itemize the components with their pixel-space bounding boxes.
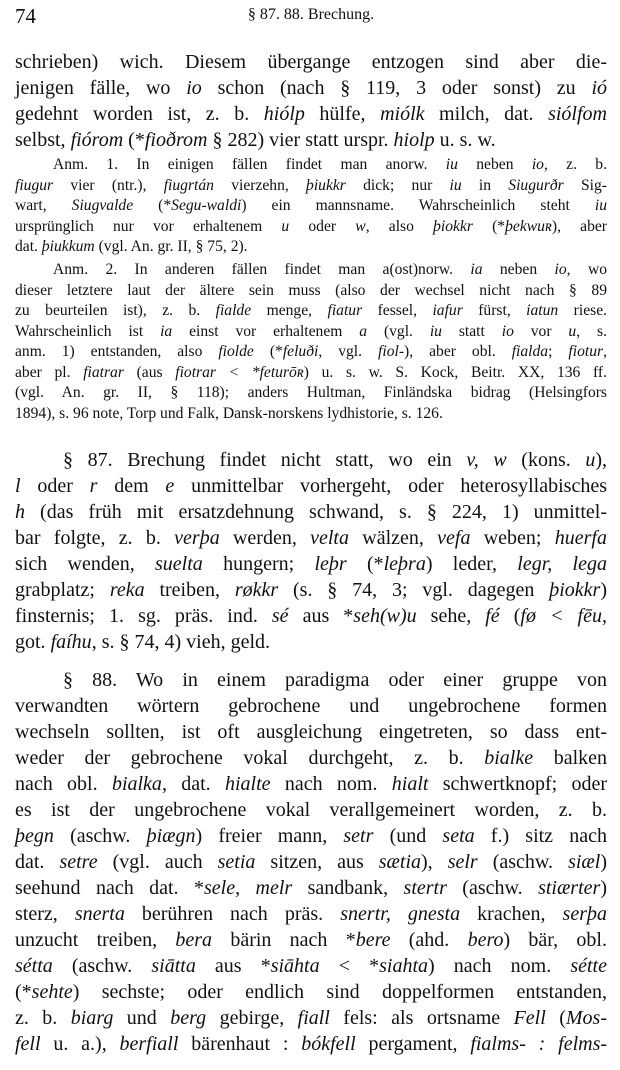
text-run: nach nom. [270,773,392,795]
italic-term: bera [175,929,213,951]
italic-term: a [359,322,368,340]
text-line [15,1031,607,1057]
italic-term: iu [449,176,462,194]
text-run: , vgl. [318,343,379,360]
text-run: (* [472,217,506,235]
text-line [15,301,607,322]
italic-term: leþr [314,553,347,575]
italic-term: fell [15,1033,41,1055]
text-run: sich wenden, [15,553,155,575]
text-run: hülfe, [304,103,381,125]
section-87 [15,447,607,655]
text-run: f.) sitz nach [474,825,607,847]
italic-term: legr, lega [517,553,607,575]
text-run: ) sechste; oder endlich sind doppelformen entstanden, [72,981,607,1003]
text-run: neben [482,261,555,278]
text-line [15,603,607,629]
italic-term: io [531,156,544,173]
italic-term: sé [271,605,289,627]
text-run: ursprünglich nur vor erhaltenem [15,217,282,235]
text-run: ( [499,605,521,627]
text-run: fels: als ortsname [329,1007,514,1029]
text-run: aus * [288,605,354,627]
italic-term: Siugvalde [71,197,134,214]
text-run: es ist der ungebrochene vokal verallgemeinert worden, z. b. [15,799,607,821]
italic-term: sétta [15,955,53,977]
text-run: oder [20,475,90,497]
text-run: anm. 1) entstanden, also [15,343,219,360]
italic-term: snertr, gnesta [340,903,461,925]
section-88 [15,667,607,1057]
text-run: (aschw. [53,825,147,847]
text-run: aus * [195,955,271,977]
running-title: § 87. 88. Brechung. [247,6,375,23]
note-anm-2 [15,260,607,424]
italic-term: faíhu [50,631,92,653]
text-run: pergament, [355,1033,471,1055]
text-line [15,49,607,75]
italic-term: huerfa [554,527,607,549]
italic-term: þiokkr [549,579,601,601]
italic-term: u [585,449,596,471]
italic-term: bókfell [301,1033,356,1055]
text-run: u. s. w. [434,129,496,151]
page-number: 74 [15,4,36,28]
italic-term: hiólp [263,103,305,125]
italic-term: hiolp [393,129,435,151]
text-run: ( [545,1007,566,1029]
italic-term: ia [470,261,483,278]
text-run: ) [600,851,607,873]
text-run: gebirge, [206,1007,298,1029]
text-run: bärin nach * [212,929,356,951]
text-run: ) nach nom. [428,955,571,977]
text-run: neben [457,156,532,173]
italic-term: fiall [297,1007,330,1029]
text-run: Sig- [563,176,607,194]
text-line [15,404,607,425]
text-run: gedehnt worden ist, z. b. [15,103,264,125]
text-run: vor [513,322,569,340]
italic-term: fiugur [15,176,54,194]
text-line [15,237,607,258]
text-line [15,196,607,217]
italic-term: vefa [437,527,471,549]
text-run: dat. [15,851,60,873]
text-line [15,473,607,499]
text-run: schrieben) wich. Diesem übergange entzogen sind aber die- [15,51,607,73]
text-run: fürst, [462,302,527,319]
italic-term: fiatur [327,302,363,319]
text-run: finsternis; 1. sg. präs. ind. [15,605,272,627]
text-run: ; [548,343,569,360]
text-run: § 282) vier statt urspr. [207,129,394,151]
italic-term: fiugrtán [163,176,214,194]
italic-term: reka [109,579,145,601]
text-run: krachen, [460,903,563,925]
text-line [15,260,607,281]
text-run: got. [15,631,51,653]
text-run: (vgl. [367,322,430,340]
paragraph-continuation [15,49,607,153]
italic-term: io [554,261,567,278]
italic-term: setre [59,851,98,873]
text-run: selbst, [15,129,71,151]
text-run: (ahd. [390,929,468,951]
text-run: schon (nach § 119, 3 oder sonst) zu [201,77,592,99]
text-run: u. a.), [40,1033,120,1055]
text-run: oder [289,217,356,235]
text-run: (* [123,129,145,151]
italic-term: bialke [484,747,534,769]
italic-term: suelta [155,553,203,575]
text-run: in [461,176,509,194]
italic-term: serþa [562,903,607,925]
text-run: sitzen, aus [255,851,379,873]
italic-term: bere [355,929,391,951]
text-line [15,797,607,823]
italic-term: snerta [74,903,125,925]
text-run: dieser letztere laut der ältere sein muss (also der wechsel nicht nach § 89 [15,281,607,299]
text-line [15,217,607,238]
italic-term: u [281,217,290,235]
text-run: treiben, [144,579,235,601]
italic-term: fiórom [70,129,124,151]
text-line [15,342,607,363]
text-line [15,101,607,127]
italic-term: miólk [380,103,425,125]
text-run: Anm. 1. In einigen fällen findet man anorw. [53,156,446,173]
italic-term: fialde [215,302,252,319]
italic-term: siahta [379,955,429,977]
text-run: (aschw. [52,955,152,977]
italic-term: verþa [174,527,220,549]
text-line [15,75,607,101]
italic-term: Fell [513,1007,546,1029]
text-run: , s. [576,322,607,340]
italic-term: w [355,217,366,235]
text-line [15,551,607,577]
italic-term: bialka [111,773,162,795]
italic-term: l [15,475,21,497]
text-run: unzucht treiben, [15,929,176,951]
italic-term: setia [217,851,256,873]
text-line [15,953,607,979]
text-line [15,447,607,473]
italic-term: fialda [511,343,549,360]
text-run: aber pl. [15,363,84,381]
italic-term: r [89,475,98,497]
italic-term: seh(w)u [353,605,417,627]
text-run: (* [15,981,32,1003]
text-run: sandbank, [292,877,404,899]
text-run: balken [533,747,608,769]
text-run: ) freier mann, [195,825,344,847]
italic-term: setr [343,825,374,847]
italic-term: siātta [151,955,196,977]
italic-term: þekwuʀ [505,217,552,235]
text-run: menge, [251,302,328,319]
text-line [15,155,607,176]
italic-term: sele, melr [203,877,293,899]
italic-term: sætia [378,851,422,873]
text-run: verwandten wörtern gebrochene und ungebrochene formen [15,695,607,717]
text-run: ) [600,877,607,899]
italic-term: iu [445,156,458,173]
text-run: vierzehn, [213,176,307,194]
italic-term: h [15,501,25,523]
italic-term: stertr [403,877,447,899]
text-run: vier (ntr.), [53,176,164,194]
italic-term: fé [485,605,500,627]
text-run: ), aber obl. [404,343,512,360]
italic-term: fiatrar [83,363,124,381]
text-line [15,127,607,153]
text-line [15,525,607,551]
text-line [15,719,607,745]
italic-term: v, w [466,449,507,471]
text-run: unmittelbar vorhergeht, oder heterosyllabisches [174,475,607,497]
text-run: , s. § 74, 4) vieh, geld. [91,631,270,653]
italic-term: þiukkum [41,238,95,255]
text-run: sterz, [15,903,75,925]
text-line [15,667,607,693]
text-run: wechseln sollten, ist oft ausgleichung eingetreten, so dass ent- [15,721,607,743]
italic-term: þiukkr [306,176,346,194]
note-anm-1 [15,155,607,258]
text-line [15,363,607,384]
italic-term: þegn [15,825,54,847]
page-header [15,4,607,32]
italic-term: stiærter [538,877,601,899]
text-run: milch, dat. [424,103,549,125]
text-run: schwertknopf; oder [428,773,608,795]
italic-term: e [165,475,175,497]
italic-term: Mos- [565,1007,607,1029]
text-run: 1894), s. 96 note, Torp und Falk, Dansk-norskens lydhistorie, s. 126. [15,404,443,422]
italic-term: io [186,77,202,99]
text-run: ) bär, obl. [503,929,607,951]
text-run: , [601,605,607,627]
italic-term: hialte [225,773,271,795]
italic-term: seta [442,825,475,847]
text-run: dick; nur [345,176,450,194]
text-run: und [113,1007,171,1029]
text-run: (vgl. An. gr. II, § 118); anders Hultman, Finländska bidrag (Helsingfors [15,384,607,401]
text-run: weder der gebrochene vokal durchgeht, z. b. [15,747,485,769]
italic-term: iu [429,322,442,340]
italic-term: hialt [391,773,429,795]
text-run: weben; [470,527,555,549]
text-line [15,322,607,343]
text-run: , [603,343,607,360]
text-line [15,383,607,404]
text-run: (vgl. auch [97,851,218,873]
text-run: (und [373,825,443,847]
italic-term: leþra [383,553,426,575]
text-run: bar folgte, z. b. [15,527,175,549]
italic-term: ió [591,77,607,99]
italic-term: røkkr [234,579,279,601]
text-run: grabplatz; [15,579,110,601]
italic-term: selr [447,851,478,873]
text-run: , wo [566,261,607,278]
text-run: , z. b. [543,156,608,173]
italic-term: iafur [432,302,463,319]
italic-term: siólfom [548,103,607,125]
italic-term: velta [310,527,349,549]
italic-term: sétte [570,955,607,977]
text-line [15,499,607,525]
text-line [15,176,607,197]
italic-term: fø < fēu [520,605,602,627]
italic-term: biarg [70,1007,114,1029]
text-run: werden, [219,527,311,549]
text-line [15,771,607,797]
text-run: Wahrscheinlich ist [15,322,161,340]
text-run: jenigen fälle, wo [15,77,187,99]
text-run: wälzen, [348,527,438,549]
italic-term: fialms- : felms- [470,1033,608,1055]
text-line [15,629,607,655]
text-run: ) ein mannsname. Wahrscheinlich steht [241,197,595,214]
text-run: hungern; [202,553,315,575]
text-run: bärenhaut : [178,1033,302,1055]
text-run: , also [365,217,434,235]
text-line [15,693,607,719]
italic-term: berg [170,1007,207,1029]
italic-term: sehte [31,981,73,1003]
text-run: dat. [15,238,42,255]
italic-term: iatun [526,302,559,319]
text-run: (aschw. [446,877,539,899]
text-run: (kons. [506,449,586,471]
text-run: berühren nach präs. [124,903,341,925]
text-run: seehund nach dat. * [15,877,204,899]
italic-term: siāhta [270,955,320,977]
italic-term: fiotrar < *feturōʀ [175,363,304,381]
italic-term: ia [160,322,173,340]
text-run: Anm. 2. In anderen fällen findet man a(ost)norw. [53,261,471,278]
italic-term: berfiall [119,1033,179,1055]
italic-term: fiolde [218,343,254,360]
text-line [15,745,607,771]
text-line [15,577,607,603]
text-run: (* [346,553,384,575]
italic-term: þiægn [146,825,196,847]
text-run: einst vor erhaltenem [172,322,360,340]
italic-term: Siugurðr [508,176,564,194]
text-run: < * [319,955,380,977]
text-line [15,927,607,953]
italic-term: io [501,322,514,340]
text-run: zu beurteilen ist), z. b. [15,302,216,319]
italic-term: iu [594,197,607,214]
text-run: ), aber [551,217,607,235]
italic-term: fioðrom [144,129,208,151]
text-run: (aschw. [477,851,569,873]
italic-term: u [568,322,577,340]
text-run: (das früh mit ersatzdehnung schwand, s. § 224, 1) unmittel- [25,501,607,523]
text-run: z. b. [15,1007,71,1029]
text-run: § 88. Wo in einem paradigma oder einer gruppe von [63,669,607,691]
text-run: sehe, [416,605,486,627]
text-run: statt [441,322,502,340]
text-run: wart, [15,197,72,214]
italic-term: Segu-waldi [171,197,242,214]
text-run: § 87. Brechung findet nicht statt, wo ein [63,449,467,471]
text-run: (vgl. An. gr. II, § 75, 2). [94,238,248,255]
italic-term: bero [467,929,504,951]
italic-term: fiol- [378,343,405,360]
text-run: ) u. s. w. S. Kock, Beitr. XX, 136 ff. [303,363,607,381]
text-line [15,875,607,901]
text-line [15,901,607,927]
italic-term: siæl [568,851,601,873]
text-line [15,1005,607,1031]
text-run: (* [253,343,283,360]
text-run: ) [600,579,608,601]
text-run: (aus [123,363,176,381]
text-line [15,979,607,1005]
text-line [15,281,607,302]
text-line [15,823,607,849]
text-run: , dat. [161,773,225,795]
text-run: dem [97,475,166,497]
text-line [15,849,607,875]
italic-term: þiokkr [433,217,473,235]
text-run: fessel, [362,302,433,319]
text-run: ) leder, [425,553,518,575]
text-run: (* [133,197,172,214]
text-run: (s. § 74, 3; vgl. dagegen [278,579,550,601]
text-run: nach obl. [15,773,112,795]
italic-term: feluði [282,343,319,360]
text-run: ), [421,851,448,873]
text-run: ), [595,449,607,471]
italic-term: fiotur [568,343,604,360]
text-run: riese. [558,302,608,319]
